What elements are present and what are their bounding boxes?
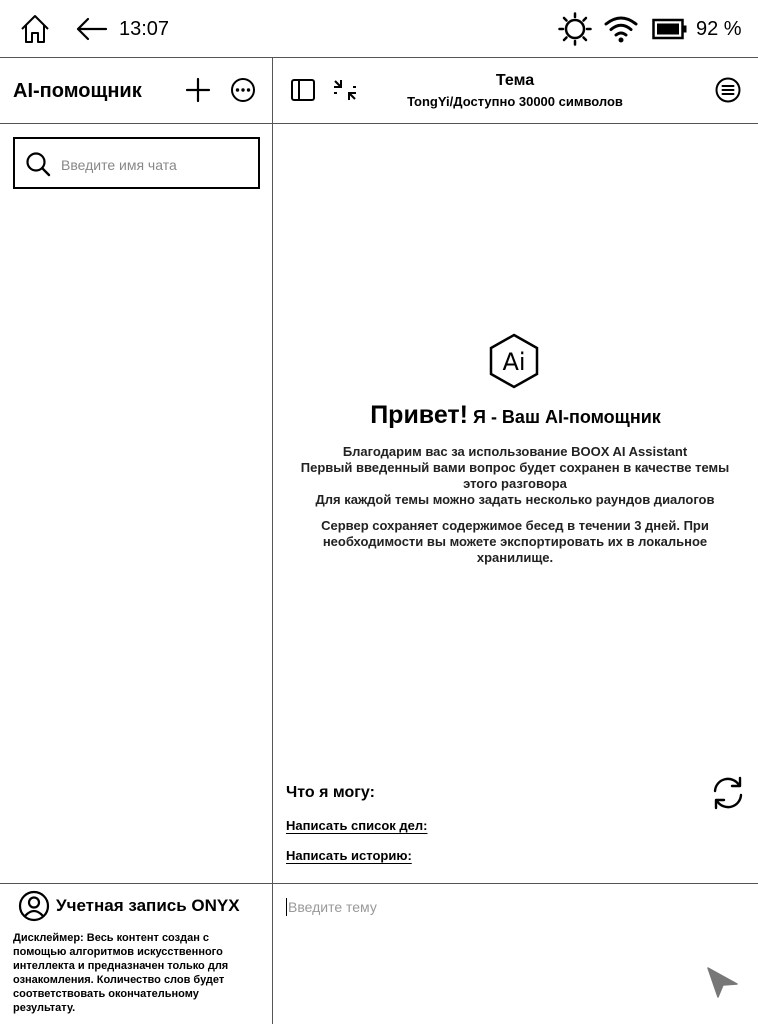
intro-line-1: Благодарим вас за использование BOOX AI Assistant bbox=[342, 444, 688, 459]
svg-text:Ai: Ai bbox=[502, 348, 526, 376]
collapse-icon[interactable] bbox=[332, 78, 358, 102]
toggle-sidebar-icon[interactable] bbox=[290, 78, 316, 102]
greeting-small: Я - Ваш AI-помощник bbox=[468, 407, 661, 427]
intro-text bbox=[290, 444, 740, 566]
battery-percent: 92 % bbox=[696, 18, 742, 40]
panel-divider bbox=[272, 58, 273, 1024]
account-icon[interactable] bbox=[18, 890, 50, 922]
account-label[interactable]: Учетная запись ONYX bbox=[56, 896, 240, 915]
intro-line-2: Первый введенный вами вопрос будет сохранен в качестве темы этого разговора bbox=[300, 460, 730, 491]
home-icon[interactable] bbox=[18, 12, 52, 46]
clock-time: 13:07 bbox=[119, 18, 170, 40]
intro-line-4: Сервер сохраняет содержимое бесед в течении 3 дней. При необходимости вы можете экспортировать их в локальное хранилище. bbox=[321, 518, 709, 565]
search-icon bbox=[25, 151, 51, 177]
sidebar-title: AI-помощник bbox=[13, 80, 142, 102]
battery-icon bbox=[652, 18, 688, 40]
text-caret bbox=[286, 898, 287, 916]
refresh-icon[interactable] bbox=[709, 774, 747, 812]
topic-subtitle: TongYi/Доступно 30000 символов bbox=[407, 94, 623, 109]
ai-logo-icon bbox=[487, 332, 541, 390]
intro-line-3: Для каждой темы можно задать несколько раундов диалогов bbox=[315, 492, 715, 507]
status-bar bbox=[0, 0, 758, 58]
frontlight-icon[interactable] bbox=[558, 12, 592, 46]
suggestions-heading: Что я могу: bbox=[286, 784, 375, 801]
greeting bbox=[273, 401, 758, 430]
suggestion-story[interactable]: Написать историю: bbox=[286, 848, 412, 863]
search-placeholder: Введите имя чата bbox=[61, 157, 177, 173]
topic-title: Тема bbox=[495, 72, 535, 89]
send-icon[interactable] bbox=[704, 964, 740, 1000]
topic-input-placeholder[interactable]: Введите тему bbox=[288, 899, 377, 915]
wifi-icon[interactable] bbox=[603, 14, 639, 44]
back-arrow-icon[interactable] bbox=[74, 16, 108, 42]
more-options-icon[interactable] bbox=[229, 76, 257, 104]
menu-list-icon[interactable] bbox=[714, 76, 742, 104]
new-chat-plus-icon[interactable] bbox=[184, 76, 212, 104]
disclaimer-text: Дисклеймер: Весь контент создан с помощью алгоритмов искусственного интеллекта и предназначен только для ознакомления. Количество слов будет соответствовать окончательному результату. bbox=[13, 932, 229, 1014]
greeting-big: Привет! bbox=[370, 401, 468, 429]
suggestion-todo-list[interactable]: Написать список дел: bbox=[286, 818, 428, 833]
chat-search-input[interactable] bbox=[13, 137, 260, 189]
